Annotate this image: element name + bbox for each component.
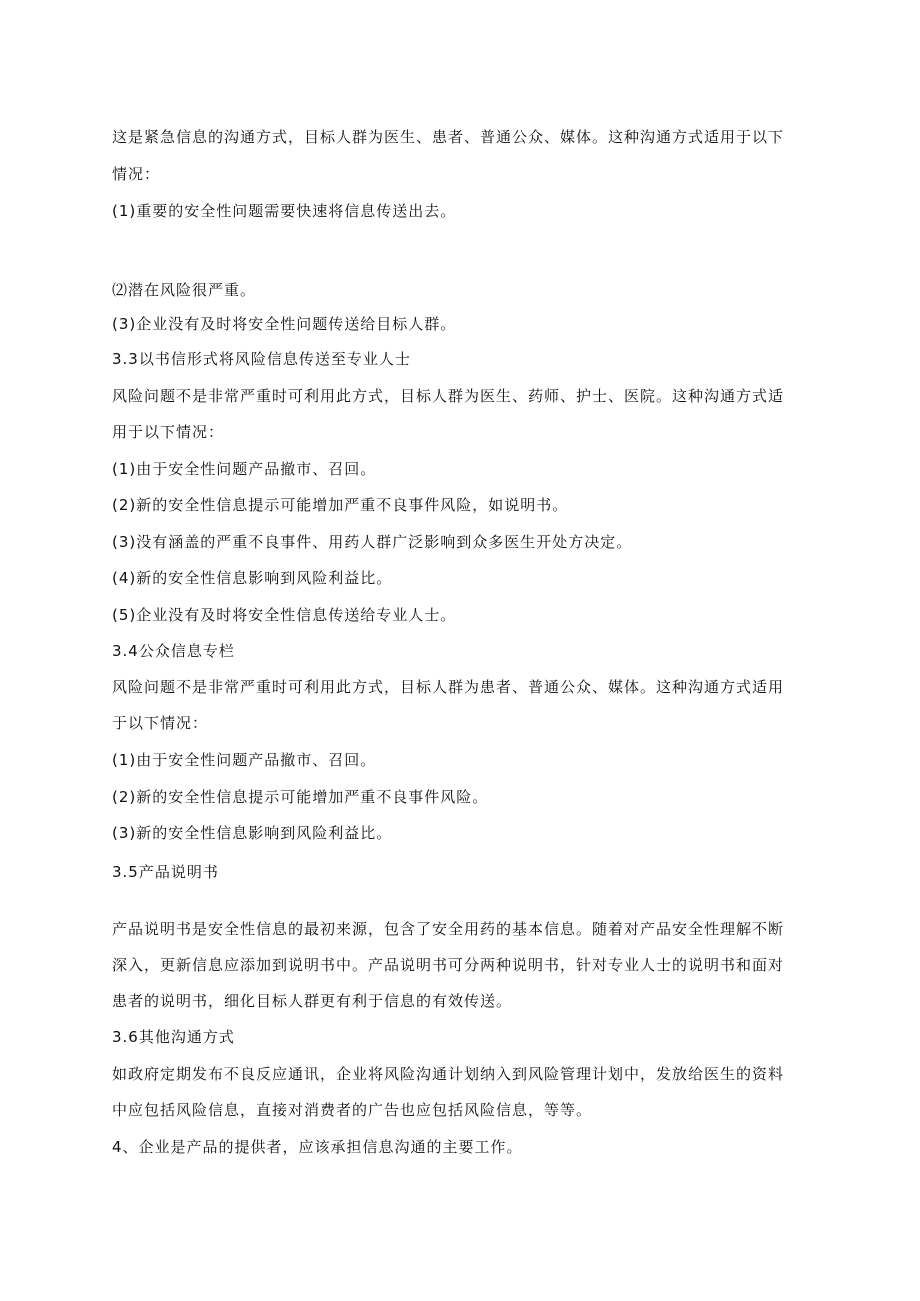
text-line: (3)企业没有及时将安全性问题传送给目标人群。 (112, 315, 457, 333)
text-line: ⑵潜在风险很严重。 (112, 281, 257, 299)
text-line: 风险问题不是非常严重时可利用此方式，目标人群为医生、药师、护士、医院。这种沟通方式适 (112, 387, 785, 405)
text-line: (3)新的安全性信息影响到风险利益比。 (112, 824, 393, 842)
text-line: 风险问题不是非常严重时可利用此方式，目标人群为患者、普通公众、媒体。这种沟通方式适用 (112, 678, 785, 696)
text-line: 4、企业是产品的提供者，应该承担信息沟通的主要工作。 (112, 1138, 523, 1156)
text-line: (2)新的安全性信息提示可能增加严重不良事件风险，如说明书。 (112, 496, 569, 514)
text-line: (1)由于安全性问题产品撤市、召回。 (112, 751, 377, 769)
section-heading: 3.6其他沟通方式 (112, 1028, 235, 1046)
text-line: (1)重要的安全性问题需要快速将信息传送出去。 (112, 202, 457, 220)
text-line: (2)新的安全性信息提示可能增加严重不良事件风险。 (112, 788, 489, 806)
text-line: (1)由于安全性问题产品撤市、召回。 (112, 460, 377, 478)
section-heading: 3.5产品说明书 (112, 863, 219, 881)
text-line: (5)企业没有及时将安全性信息传送给专业人士。 (112, 606, 457, 624)
text-line: 用于以下情况： (112, 423, 225, 441)
text-line: 于以下情况： (112, 714, 209, 732)
text-line: (4)新的安全性信息影响到风险利益比。 (112, 569, 393, 587)
text-line: 产品说明书是安全性信息的最初来源，包含了安全用药的基本信息。随着对产品安全性理解不断 (112, 920, 785, 938)
text-line: 情况： (112, 165, 161, 183)
text-line: 患者的说明书，细化目标人群更有利于信息的有效传送。 (112, 992, 513, 1010)
section-heading: 3.4公众信息专栏 (112, 642, 235, 660)
text-line: (3)没有涵盖的严重不良事件、用药人群广泛影响到众多医生开处方决定。 (112, 533, 633, 551)
text-line: 这是紧急信息的沟通方式，目标人群为医生、患者、普通公众、媒体。这种沟通方式适用于以下 (112, 128, 785, 146)
text-line: 中应包括风险信息，直接对消费者的广告也应包括风险信息，等等。 (112, 1101, 593, 1119)
text-line: 如政府定期发布不良反应通讯，企业将风险沟通计划纳入到风险管理计划中，发放给医生的资料 (112, 1065, 785, 1083)
section-heading: 3.3以书信形式将风险信息传送至专业人士 (112, 350, 411, 368)
text-line: 深入，更新信息应添加到说明书中。产品说明书可分两种说明书，针对专业人士的说明书和面对 (112, 956, 785, 974)
